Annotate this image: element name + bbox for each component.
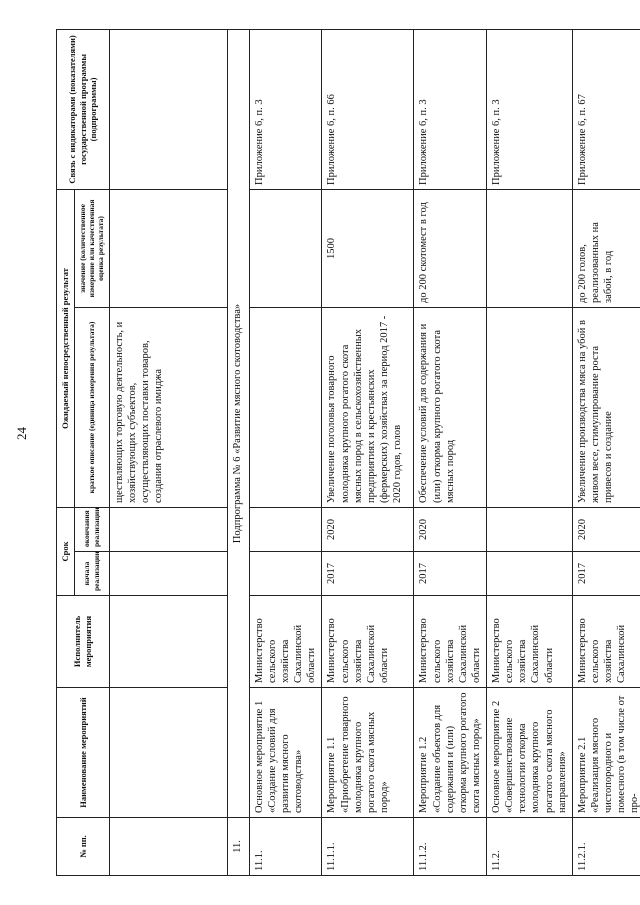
- cell-executor: Министерство сельского хозяйства Сахалинской области: [414, 596, 487, 688]
- cell-name: Мероприятие 1.1 «Приобретение товарного молодняка крупного рогатого скота мясных пород»: [322, 688, 414, 818]
- cell-start: [249, 552, 322, 596]
- header-num: № пп.: [57, 818, 110, 876]
- cell-num: 11.: [227, 818, 249, 876]
- cell-desc: Обеспечение условий для содержания и (или) откорма крупного рогатого скота мясных пород: [414, 307, 487, 507]
- cell-start: [109, 552, 227, 596]
- cell-end: [109, 507, 227, 551]
- table-row: [487, 29, 573, 875]
- cell-link: [109, 29, 227, 189]
- header-result-short: краткое описание (единица измерения результата): [74, 307, 109, 507]
- cell-link: Приложение 6, п. 67: [572, 29, 640, 189]
- cell-num: 11.2.1.: [572, 818, 640, 876]
- table-row: [322, 29, 414, 875]
- header-link: Связь с индикаторами (показателями) государственной программы (подпрограммы): [57, 29, 110, 189]
- cell-name: [109, 688, 227, 818]
- cell-executor: Министерство сельского хозяйства Сахалинской области: [487, 596, 573, 688]
- cell-value: [487, 189, 573, 307]
- subprogram-title: Подпрограмма № 6 «Развитие мясного скотоводства»: [227, 29, 249, 817]
- cell-desc: Увеличение поголовья товарного молодняка крупного рогатого скота мясных пород в сельскохозяйственных предприятиях и крестьянских (фермерских) хозяйствах за период 2017 - 2020 годов, голов: [322, 307, 414, 507]
- subprogram-row: [227, 29, 249, 875]
- cell-end: 2020: [322, 507, 414, 551]
- cell-num: 11.1.2.: [414, 818, 487, 876]
- cell-desc: ществляющих торговую деятельность, и хозяйствующих субъектов, осуществляющих поставки товаров, создания отраслевого имиджа: [109, 307, 227, 507]
- header-executor: Исполнитель мероприятия: [57, 596, 110, 688]
- table-row: [414, 29, 487, 875]
- cell-start: 2017: [322, 552, 414, 596]
- cell-name: Основное мероприятие 1 «Создание условий для развития мясного скотоводства»: [249, 688, 322, 818]
- cell-name: Мероприятие 1.2 «Создание объектов для содержания и (или) откорма крупного рогатого скота мясных пород»: [414, 688, 487, 818]
- cell-end: [487, 507, 573, 551]
- cell-desc: Увеличение производства мяса на убой в живом весе, стимулирование роста привесов и создание: [572, 307, 640, 507]
- cell-executor: Министерство сельского хозяйства Сахалинской: [572, 596, 640, 688]
- activities-table: [56, 29, 640, 876]
- cell-value: [249, 189, 322, 307]
- cell-name: Основное мероприятие 2 «Совершенствование технологии откорма молодняка крупного рогатого скота мясного направления»: [487, 688, 573, 818]
- table-row: [249, 29, 322, 875]
- header-row-1: [57, 29, 75, 875]
- table-row: [109, 29, 227, 875]
- cell-num: 11.2.: [487, 818, 573, 876]
- cell-start: 2017: [572, 552, 640, 596]
- cell-num: 11.1.1.: [322, 818, 414, 876]
- cell-start: 2017: [414, 552, 487, 596]
- cell-executor: [109, 596, 227, 688]
- table-row: [572, 29, 640, 875]
- cell-desc: [487, 307, 573, 507]
- cell-link: Приложение 6, п. 3: [414, 29, 487, 189]
- rotated-table-container: [56, 30, 640, 876]
- cell-executor: Министерство сельского хозяйства Сахалинской области: [322, 596, 414, 688]
- cell-num: [109, 818, 227, 876]
- cell-value: [109, 189, 227, 307]
- header-result: Ожидаемый непосредственный результат: [57, 189, 75, 507]
- cell-executor: Министерство сельского хозяйства Сахалинской области: [249, 596, 322, 688]
- page-number: 24: [14, 427, 29, 440]
- cell-value: 1500: [322, 189, 414, 307]
- cell-start: [487, 552, 573, 596]
- cell-link: Приложение 6, п. 66: [322, 29, 414, 189]
- header-term: Срок: [57, 507, 75, 595]
- cell-end: 2020: [414, 507, 487, 551]
- cell-value: до 200 скотомест в год: [414, 189, 487, 307]
- cell-desc: [249, 307, 322, 507]
- cell-num: 11.1.: [249, 818, 322, 876]
- cell-end: 2020: [572, 507, 640, 551]
- cell-name: Мероприятие 2.1 «Реализация мясного чистопородного и помесного (в том числе от про-: [572, 688, 640, 818]
- header-name: Наименование мероприятий: [57, 688, 110, 818]
- header-start: начала реализации: [74, 552, 109, 596]
- cell-end: [249, 507, 322, 551]
- cell-link: Приложение 6, п. 3: [487, 29, 573, 189]
- header-end: окончания реализации: [74, 507, 109, 551]
- cell-value: до 200 голов, реализованных на забой, в год: [572, 189, 640, 307]
- cell-link: Приложение 6, п. 3: [249, 29, 322, 189]
- header-result-value: значение (количественное измерение или качественная оценка результата): [74, 189, 109, 307]
